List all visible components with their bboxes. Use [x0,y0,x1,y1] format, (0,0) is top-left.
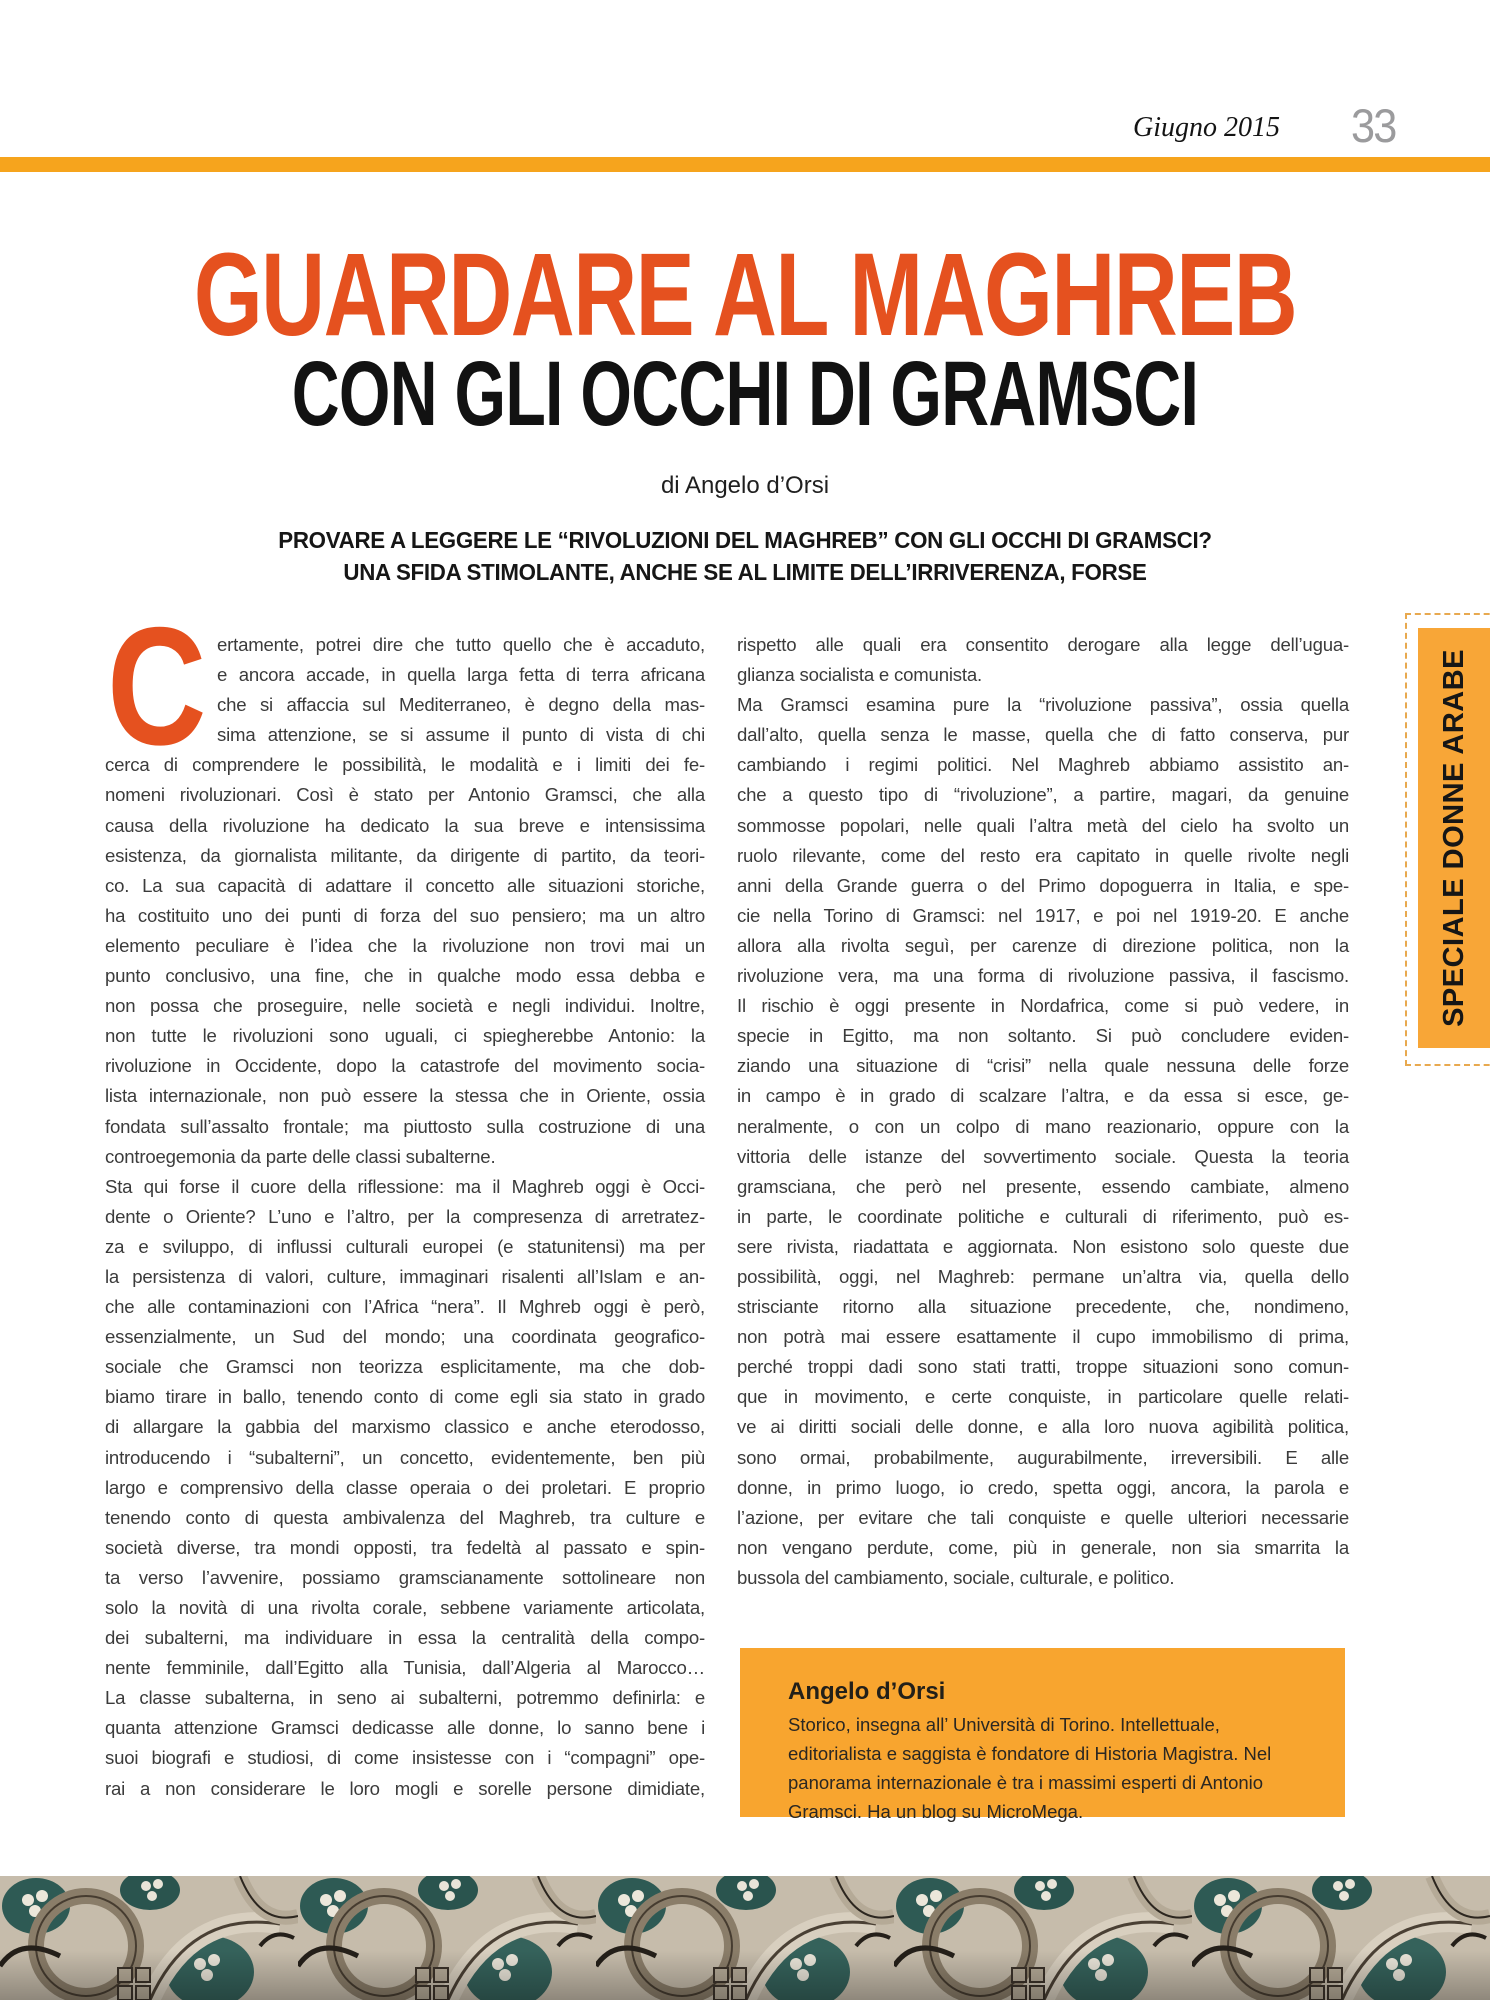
body-line: esistenza, da giornalista militante, da dirigente di partito, da teori- [105,844,705,866]
body-line: dall’alto, quella senza le masse, quella che di fatto conserva, pur [737,724,1349,746]
body-lines [105,750,705,1803]
body-line: za e sviluppo, di influssi culturali europei (e statunitensi) ma per [105,1235,705,1257]
body-line: sima attenzione, se si assume il punto di vista di chi [217,724,705,746]
body-line: perché troppi dadi sono stati tratti, troppe situazioni sono comun- [737,1356,1349,1378]
body-column-right [737,630,1349,1593]
body-line: lista internazionale, non può essere la stessa che in Oriente, ossia [105,1085,705,1107]
body-line: in campo è in grado di scalzare l’altra, e da essa si esce, ge- [737,1085,1349,1107]
body-line: suoi biografi e studiosi, di come insistesse con i “compagni” ope- [105,1747,705,1769]
author-bio-lines [788,1710,1319,1826]
body-line: solo la novità di una rivolta corale, sebbene variamente articolata, [105,1597,705,1618]
body-line: dei subalterni, ma individuare in essa la centralità della compo- [105,1627,705,1649]
body-line: ve ai diritti sociali delle donne, e alla loro nuova agibilità politica, [737,1416,1349,1438]
body-line: La classe subalterna, in seno ai subalterni, potremmo definirla: e [105,1687,705,1709]
body-line: cie nella Torino di Gramsci: nel 1917, e poi nel 1919-20. E anche [737,904,1349,926]
body-line: gramsciana, che però nel presente, essendo cambiate, almeno [737,1175,1349,1197]
body-line: che alle contaminazioni con l’Africa “nera”. Il Mghreb oggi è però, [105,1296,705,1318]
issue-date: Giugno 2015 [1133,112,1280,143]
arabesque-photo [0,1876,1490,2000]
body-line: sommosse popolari, nelle quali l’altra metà del cielo ha svolto un [737,814,1349,836]
body-line: ruolo rilevante, come del resto era capitato in quelle rivolte negli [737,844,1349,866]
body-line: la persistenza di valori, culture, immaginari risalenti all’Islam e an- [105,1265,705,1287]
byline: di Angelo d’Orsi [660,472,830,499]
author-bio-box [740,1648,1345,1822]
body-line: cambiando i regimi politici. Nel Maghreb abbiamo assistito an- [737,754,1349,776]
body-column-left [105,592,705,1804]
special-section-label: SPECIALE DONNE ARABE [1437,649,1470,1027]
body-line: biamo tirare in ballo, tenendo conto di come egli sia stato in grado [105,1386,705,1408]
body-lines [737,630,1349,1593]
body-line: nomeni rivoluzionari. Così è stato per Antonio Gramsci, che alla [105,784,705,806]
body-line: specie in Egitto, ma non soltanto. Si può concludere eviden- [737,1025,1349,1047]
body-line: neralmente, o con un colpo di mano reazionario, oppure con la [737,1115,1349,1137]
body-line: e ancora accade, in quella larga fetta di terra africana [217,664,705,686]
body-line: rispetto alle quali era consentito derogare alla legge dell’ugua- [737,634,1349,655]
body-line: non vengano perdute, come, più in generale, non sia smarrita la [737,1536,1349,1558]
body-line: Sta qui forse il cuore della riflessione: ma il Maghreb oggi è Occi- [105,1175,705,1197]
special-section-tab [1418,628,1490,1048]
body-line: in parte, le coordinate politiche e culturali di riferimento, può es- [737,1205,1349,1227]
body-line: fondata sull’assalto frontale; ma piuttosto sulla costruzione di una [105,1115,705,1137]
body-line: controegemonia da parte delle classi subalterne. [105,1145,496,1167]
body-line: nente femminile, dall’Egitto alla Tunisia, dall’Algeria al Marocco… [105,1657,705,1679]
body-line: ta verso l’avvenire, possiamo gramscianamente sottolineare non [105,1566,705,1588]
body-line: Storico, insegna all’ Università di Torino. Intellettuale, [788,1714,1220,1735]
standfirst-line2: UNA SFIDA STIMOLANTE, ANCHE SE AL LIMITE DELL’IRRIVERENZA, FORSE [343,559,1147,585]
body-line: che si affaccia sul Mediterraneo, è degno della mas- [217,694,705,716]
body-line: strisciante ritorno alla situazione precedente, che, nondimeno, [737,1296,1349,1318]
article-title-line1: GUARDARE AL MAGHREB [193,229,1297,361]
body-line: società diverse, tra mondi opposti, tra fedeltà al passato e spin- [105,1536,705,1558]
body-line: ziando una situazione di “crisi” nella quale nessuna delle forze [737,1055,1349,1077]
body-line: rivoluzione in Occidente, dopo la catastrofe del movimento socia- [105,1055,705,1077]
body-line: cerca di comprendere le possibilità, le modalità e i limiti dei fe- [105,754,705,776]
body-line: elemento peculiare è l’idea che la rivoluzione non trovi mai un [105,934,705,956]
body-line: allora alla rivolta seguì, per carenze di direzione politica, non la [737,934,1349,956]
body-line: Il rischio è oggi presente in Nordafrica, come si può vedere, in [737,995,1349,1017]
body-line: quanta attenzione Gramsci dedicasse alle donne, lo sanno bene i [105,1717,705,1739]
body-line: che a questo tipo di “rivoluzione”, a partire, magari, da genuine [737,784,1349,806]
body-line: panorama internazionale è tra i massimi esperti di Antonio [788,1772,1264,1793]
body-line: Ma Gramsci esamina pure la “rivoluzione passiva”, ossia quella [737,694,1349,716]
body-line: sociale che Gramsci non teorizza esplicitamente, ma che dob- [105,1356,705,1378]
drop-cap: C [107,592,207,780]
body-line: possibilità, oggi, nel Maghreb: permane un’altra via, quella dello [737,1265,1349,1287]
body-line: dente o Oriente? L’uno e l’altro, per la compresenza di arretratez- [105,1205,705,1227]
body-line: causa della rivoluzione ha dedicato la sua breve e intensissima [105,814,705,836]
body-line: l’azione, per evitare che tali conquiste e quelle ulteriori necessarie [737,1506,1349,1528]
body-line: tenendo conto di questa ambivalenza del Maghreb, tra culture e [105,1506,705,1528]
page-number: 33 [1351,99,1396,152]
author-name: Angelo d’Orsi [788,1678,946,1705]
body-line: vittoria delle istanze del sovvertimento sociale. Questa la teoria [737,1145,1349,1167]
body-line: essenzialmente, un Sud del mondo; una coordinata geografico- [105,1326,705,1348]
body-line: co. La sua capacità di adattare il concetto alle situazioni storiche, [105,874,705,896]
body-line: sono ormai, probabilmente, augurabilmente, irreversibili. E alle [737,1446,1349,1468]
body-line: rai a non considerare le loro mogli e sorelle persone dimidiate, [105,1777,705,1799]
standfirst [22,524,1467,588]
body-line: rivoluzione vera, ma una forma di rivoluzione passiva, il fascismo. [737,965,1349,987]
body-line: glianza socialista e comunista. [737,664,982,686]
body-line: non tutte le rivoluzioni sono uguali, ci spiegherebbe Antonio: la [105,1025,705,1047]
body-line: que in movimento, e certe conquiste, in particolare quelle relati- [737,1386,1349,1408]
top-orange-rule [0,157,1490,172]
body-line: largo e comprensivo della classe operaia o dei proletari. E proprio [105,1476,705,1498]
body-line: donne, in primo luogo, io credo, spetta oggi, ancora, la parola e [737,1476,1349,1498]
body-line: bussola del cambiamento, sociale, culturale, e politico. [737,1566,1175,1588]
body-line: anni della Grande guerra o del Primo dopoguerra in Italia, e spe- [737,874,1349,896]
body-line: ha costituito uno dei punti di forza del suo pensiero; ma un altro [105,904,705,926]
body-line: non potrà mai essere esattamente il cupo immobilismo di prima, [737,1326,1349,1348]
article-title-line2: CON GLI OCCHI DI GRAMSCI [291,343,1199,445]
body-line: non possa che proseguire, nelle società e negli individui. Inoltre, [105,995,705,1017]
body-line: sere rivista, riadattata e aggiornata. Non esistono solo queste due [737,1235,1349,1257]
standfirst-line1: PROVARE A LEGGERE LE “RIVOLUZIONI DEL MAGHREB” CON GLI OCCHI DI GRAMSCI? [278,527,1212,553]
body-line: introducendo i “subalterni”, un concetto, evidentemente, ben più [105,1446,705,1468]
body-line: di allargare la gabbia del marxismo classico e anche eterodosso, [105,1416,705,1438]
body-line: punto conclusivo, una fine, che in qualche modo essa debba e [105,965,705,987]
body-line: Gramsci. Ha un blog su MicroMega. [788,1801,1084,1822]
body-line: ertamente, potrei dire che tutto quello che è accaduto, [217,634,705,655]
body-line: editorialista e saggista è fondatore di Historia Magistra. Nel [788,1743,1272,1764]
